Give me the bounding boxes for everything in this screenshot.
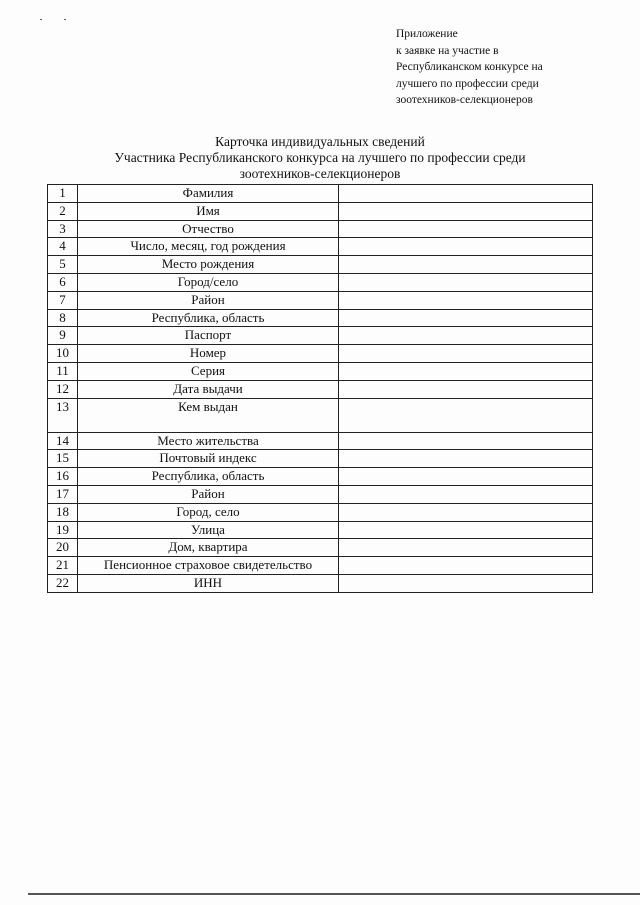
row-number: 4	[48, 238, 78, 256]
row-value-field[interactable]	[339, 574, 593, 592]
table-row	[48, 202, 593, 220]
row-label: Место жительства	[78, 432, 339, 450]
row-value-field[interactable]	[339, 291, 593, 309]
row-value-field[interactable]	[339, 539, 593, 557]
table-row	[48, 539, 593, 557]
table-row	[48, 574, 593, 592]
row-label: Число, месяц, год рождения	[78, 238, 339, 256]
row-label: Район	[78, 291, 339, 309]
row-label: Город, село	[78, 503, 339, 521]
row-value-field[interactable]	[339, 380, 593, 398]
table-row	[48, 291, 593, 309]
appendix-line: лучшего по профессии среди	[396, 77, 539, 90]
row-value-field[interactable]	[339, 521, 593, 539]
table-row	[48, 398, 593, 432]
appendix-note	[396, 26, 596, 109]
row-label: Республика, область	[78, 468, 339, 486]
row-value-field[interactable]	[339, 220, 593, 238]
row-number: 8	[48, 309, 78, 327]
row-value-field[interactable]	[339, 327, 593, 345]
row-value-field[interactable]	[339, 256, 593, 274]
table-row	[48, 450, 593, 468]
row-label: Отчество	[78, 220, 339, 238]
row-number: 1	[48, 185, 78, 203]
appendix-line: к заявке на участие в	[396, 44, 499, 57]
row-number: 21	[48, 557, 78, 575]
row-label: Республика, область	[78, 309, 339, 327]
table-row	[48, 345, 593, 363]
row-number: 7	[48, 291, 78, 309]
table-row	[48, 485, 593, 503]
row-number: 12	[48, 380, 78, 398]
row-label: Паспорт	[78, 327, 339, 345]
table-row	[48, 273, 593, 291]
row-value-field[interactable]	[339, 362, 593, 380]
scan-edge-line	[28, 893, 640, 895]
row-number: 11	[48, 362, 78, 380]
heading-subtitle: Участника Республиканского конкурса на лучшего по профессии среди	[114, 150, 526, 165]
row-label: Район	[78, 485, 339, 503]
row-value-field[interactable]	[339, 557, 593, 575]
heading-title: Карточка индивидуальных сведений	[215, 134, 425, 149]
table-row	[48, 185, 593, 203]
row-number: 15	[48, 450, 78, 468]
scan-artifact	[40, 19, 42, 20]
table-row	[48, 432, 593, 450]
row-label: Город/село	[78, 273, 339, 291]
row-number: 5	[48, 256, 78, 274]
row-number: 19	[48, 521, 78, 539]
row-value-field[interactable]	[339, 185, 593, 203]
row-label: Место рождения	[78, 256, 339, 274]
card-heading	[40, 134, 600, 182]
row-label: ИНН	[78, 574, 339, 592]
row-number: 17	[48, 485, 78, 503]
row-label: Номер	[78, 345, 339, 363]
table-row	[48, 557, 593, 575]
table-row	[48, 503, 593, 521]
scan-artifact	[64, 19, 66, 20]
row-number: 20	[48, 539, 78, 557]
row-value-field[interactable]	[339, 273, 593, 291]
table-row	[48, 468, 593, 486]
table-row	[48, 220, 593, 238]
row-label: Кем выдан	[78, 398, 339, 432]
row-number: 3	[48, 220, 78, 238]
row-value-field[interactable]	[339, 309, 593, 327]
row-number: 14	[48, 432, 78, 450]
table-row	[48, 521, 593, 539]
appendix-line: Республиканском конкурсе на	[396, 61, 543, 73]
row-label: Дата выдачи	[78, 380, 339, 398]
row-value-field[interactable]	[339, 238, 593, 256]
row-label: Имя	[78, 202, 339, 220]
row-number: 13	[48, 398, 78, 432]
row-value-field[interactable]	[339, 202, 593, 220]
row-value-field[interactable]	[339, 450, 593, 468]
row-label: Фамилия	[78, 185, 339, 203]
appendix-line: Приложение	[396, 28, 458, 40]
row-value-field[interactable]	[339, 503, 593, 521]
row-number: 6	[48, 273, 78, 291]
row-value-field[interactable]	[339, 345, 593, 363]
row-label: Серия	[78, 362, 339, 380]
row-number: 9	[48, 327, 78, 345]
heading-subtitle-cont: зоотехников-селекционеров	[239, 166, 401, 181]
appendix-line: зоотехников-селекционеров	[396, 94, 533, 106]
row-value-field[interactable]	[339, 485, 593, 503]
row-value-field[interactable]	[339, 432, 593, 450]
row-label: Почтовый индекс	[78, 450, 339, 468]
individual-info-table	[47, 184, 593, 593]
row-label: Дом, квартира	[78, 539, 339, 557]
table-row	[48, 309, 593, 327]
row-label: Пенсионное страховое свидетельство	[78, 557, 339, 575]
row-value-field[interactable]	[339, 468, 593, 486]
table-row	[48, 238, 593, 256]
row-number: 18	[48, 503, 78, 521]
row-value-field[interactable]	[339, 398, 593, 432]
table-row	[48, 327, 593, 345]
table-row	[48, 256, 593, 274]
row-label: Улица	[78, 521, 339, 539]
row-number: 16	[48, 468, 78, 486]
table-row	[48, 362, 593, 380]
row-number: 10	[48, 345, 78, 363]
row-number: 2	[48, 202, 78, 220]
table-row	[48, 380, 593, 398]
row-number: 22	[48, 574, 78, 592]
